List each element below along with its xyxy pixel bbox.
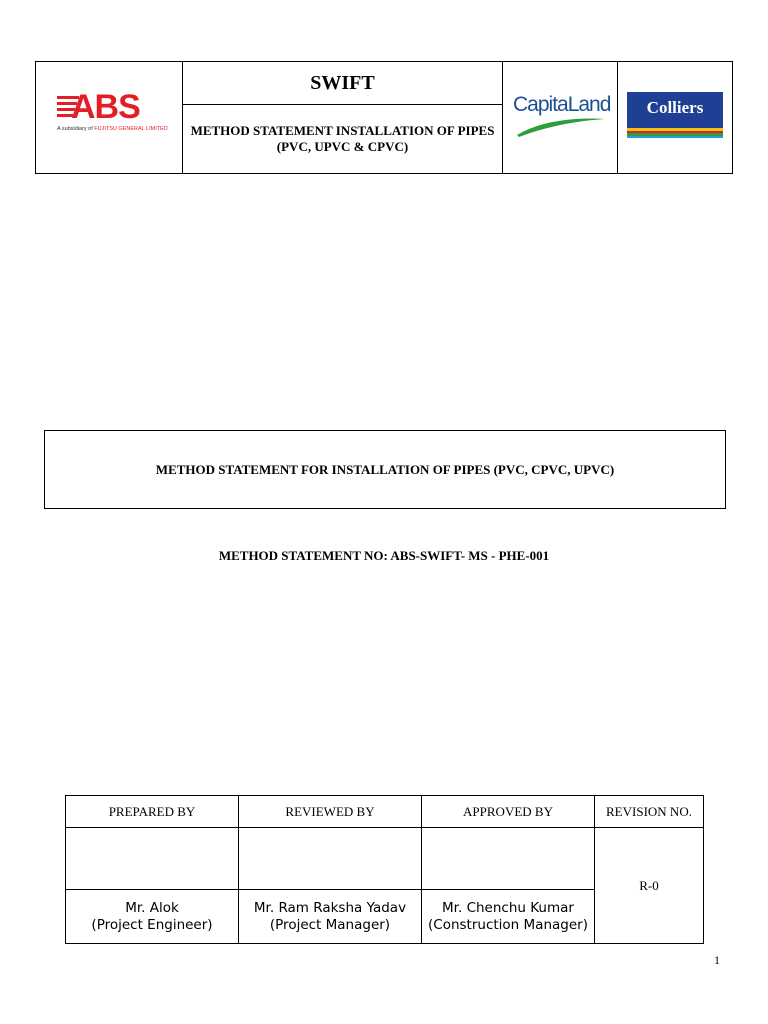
approved-by-role: (Construction Manager) <box>428 916 588 933</box>
capitaland-logo-word: CapitaLand <box>513 93 611 116</box>
prepared-signature-area <box>66 828 239 890</box>
abs-logo-cell <box>36 62 183 174</box>
approved-by-cell <box>422 890 595 944</box>
capitaland-logo-cell <box>503 62 618 174</box>
header-revision-no: REVISION NO. <box>595 796 704 828</box>
capitaland-swoosh-icon <box>515 115 607 137</box>
colliers-logo-cell <box>618 62 733 174</box>
header-prepared-by: PREPARED BY <box>66 796 239 828</box>
reviewed-by-role: (Project Manager) <box>269 916 391 933</box>
colliers-color-bars <box>627 128 723 138</box>
colliers-logo-word: Colliers <box>646 98 704 117</box>
prepared-by-role: (Project Engineer) <box>91 916 213 933</box>
title-box-text: METHOD STATEMENT FOR INSTALLATION OF PIPES (PVC, CPVC, UPVC) <box>155 461 615 477</box>
method-statement-number: METHOD STATEMENT NO: ABS-SWIFT- MS - PHE-001 <box>218 548 550 563</box>
reviewed-by-cell <box>239 890 422 944</box>
header-table <box>35 61 733 174</box>
document-title: METHOD STATEMENT INSTALLATION OF PIPES (PVC, UPVC & CPVC) <box>183 105 503 174</box>
prepared-by-name: Mr. Alok <box>125 899 179 916</box>
capitaland-logo <box>513 89 611 141</box>
prepared-by-cell <box>66 890 239 944</box>
revision-value: R-0 <box>639 877 659 893</box>
revision-number <box>595 828 704 944</box>
project-name: SWIFT <box>183 62 503 105</box>
signature-table <box>65 795 704 944</box>
approved-signature-area <box>422 828 595 890</box>
colliers-logo <box>627 92 723 138</box>
abs-logo-word: ABS <box>71 88 140 126</box>
header-reviewed-by: REVIEWED BY <box>239 796 422 828</box>
abs-logo <box>57 88 168 138</box>
approved-by-name: Mr. Chenchu Kumar <box>442 899 574 916</box>
page-number: 1 <box>714 953 720 967</box>
reviewed-signature-area <box>239 828 422 890</box>
abs-logo-subtitle: A subsidiary of FUJITSU GENERAL LIMITED <box>57 126 168 132</box>
header-approved-by: APPROVED BY <box>422 796 595 828</box>
title-box <box>44 430 726 509</box>
reviewed-by-name: Mr. Ram Raksha Yadav <box>253 899 407 916</box>
